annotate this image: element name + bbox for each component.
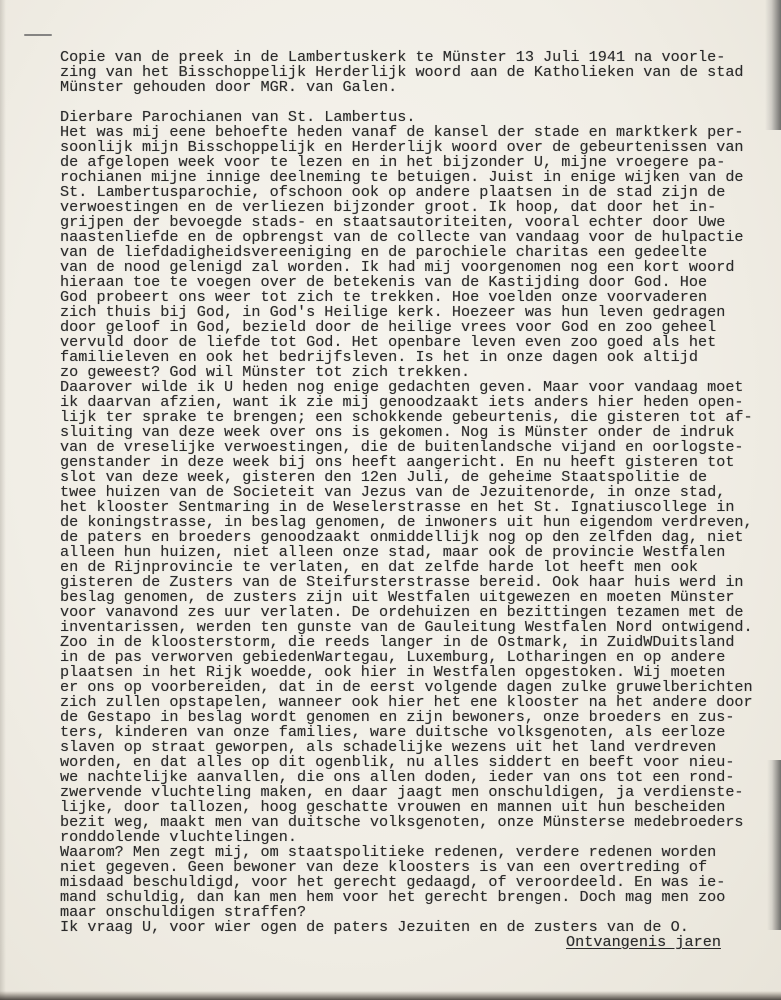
body-line: soonlijk mijn Bisschoppelijk en Herderlijk woord over de gebeurtenissen van — [60, 138, 744, 156]
body-line: St. Lambertusparochie, ofschoon ook op andere plaatsen in de stad zijn de — [60, 183, 726, 201]
body-line: voor vanavond zes uur verlaten. De ordehuizen en bezittingen tezamen met de — [60, 603, 744, 621]
body-line: Waarom? Men zegt mij, om staatspolitieke redenen, verdere redenen worden — [60, 843, 717, 861]
body-line: worden, en dat alles op dit ogenblik, nu alles siddert en beeft voor nieu- — [60, 753, 735, 771]
body-line: zich thuis bij God, in God's Heilige kerk. Hoezeer was hun leven gedragen — [60, 303, 726, 321]
body-line: door geloof in God, bezield door de heilige vrees voor God en zoo geheel — [60, 318, 717, 336]
body-line: de paters en broeders genoodzaakt onmiddellijk nog op den zelfden dag, niet — [60, 528, 744, 546]
pen-mark — [24, 34, 52, 36]
body-line: hieraan toe te voegen over de betekenis van de Kastijding door God. Hoe — [60, 273, 708, 291]
body-line: God probeert ons weer tot zich te trekken. Hoe voelden onze voorvaderen — [60, 288, 708, 306]
body-line: verwoestingen en de verliezen bijzonder groot. Ik hoop, dat door het in- — [60, 198, 717, 216]
body-line: en de Rijnprovincie te verlaten, en dat zelfde harde lot heeft men ook — [60, 558, 698, 576]
body-line: inventarissen, werden ten gunste van de Gauleitung Westfalen Nord ontwigend. — [60, 618, 753, 636]
body-line: de afgelopen week voor te lezen en in het bijzonder U, mijne vroegere pa- — [60, 153, 726, 171]
paper-edge-shadow — [0, 0, 6, 1000]
closing-underlined-line: Ontvangenis jaren — [566, 933, 721, 951]
body-line: zwervende vluchteling maken, en daar jaagt men onschuldigen, ja verdienste- — [60, 783, 744, 801]
body-line: naastenliefde en de opbrengst van de collecte van vandaag voor de hulpactie — [60, 228, 744, 246]
body-line: bezit weg, maakt men van duitsche volksgenoten, onze Münsterse medebroeders — [60, 813, 744, 831]
body-line: zich zullen opstapelen, wanneer ook hier het ene klooster na het andere door — [60, 693, 753, 711]
body-line: lijke, door tallozen, hoog geschatte vrouwen en mannen uit hun bescheiden — [60, 798, 726, 816]
body-line: Daarover wilde ik U heden nog enige gedachten geven. Maar voor vandaag moet — [60, 378, 744, 396]
body-line: familieleven en ook het bedrijfsleven. Is het in onze dagen ook altijd — [60, 348, 698, 366]
typewritten-text — [60, 50, 770, 950]
body-line: van de liefdadigheidsvereeniging en de parochiele charitas een gedeelte — [60, 243, 708, 261]
header-line: Copie van de preek in de Lambertuskerk te Münster 13 Juli 1941 na voorle- — [60, 48, 726, 66]
body-line: van de nood gelenigd zal worden. Ik had mij voorgenomen nog een kort woord — [60, 258, 735, 276]
body-line: mand schuldig, dan kan men hem voor het gerecht brengen. Doch mag men zoo — [60, 888, 726, 906]
body-line: Het was mij eene behoefte heden vanaf de kansel der stade en marktkerk per- — [60, 123, 744, 141]
body-line: plaatsen in het Rijk woedde, ook hier in Westfalen opgestoken. Wij moeten — [60, 663, 726, 681]
body-line: het klooster Sentmaring in de Weselerstrasse en het St. Ignatiuscollege in — [60, 498, 735, 516]
body-line: in de pas verworven gebiedenWartegau, Luxemburg, Lotharingen en op andere — [60, 648, 726, 666]
body-line: Zoo in de kloosterstorm, die reeds langer in de Ostmark, in ZuidWDuitsland — [60, 633, 735, 651]
body-line: rochianen mijne innige deelneming te betuigen. Juist in enige wijken van de — [60, 168, 744, 186]
paper-edge-bottom — [0, 991, 781, 1000]
body-line: we nachtelijke aanvallen, die ons allen doden, ieder van ons tot een rond- — [60, 768, 735, 786]
body-line: ronddolende vluchtelingen. — [60, 828, 297, 846]
header-line: zing van het Bisschoppelijk Herderlijk woord aan de Katholieken van de stad — [60, 63, 744, 81]
body-line: maar onschuldigen straffen? — [60, 903, 307, 921]
body-line: vervuld door de liefde tot God. Het openbare leven even zoo goed als het — [60, 333, 717, 351]
body-line: de koningstrasse, in beslag genomen, de inwoners uit hun eigendom verdreven, — [60, 513, 753, 531]
body-line: sluiting van deze week over ons is gekomen. Nog is Münster onder de indruk — [60, 423, 735, 441]
body-line: Ik vraag U, voor wier ogen de paters Jezuiten en de zusters van de O. — [60, 918, 689, 936]
body-line: misdaad beschuldigd, voor het gerecht gedaagd, of veroordeeld. En was ie- — [60, 873, 726, 891]
body-line: de Gestapo in beslag wordt genomen en zijn bewoners, onze broeders en zus- — [60, 708, 735, 726]
salutation: Dierbare Parochianen van St. Lambertus. — [60, 108, 416, 126]
header-line: Münster gehouden door MGR. van Galen. — [60, 78, 398, 96]
body-line: er ons op voorbereiden, dat in de eerst volgende dagen zulke gruwelberichten — [60, 678, 753, 696]
body-line: slaven op straat geworpen, als schadelijke wezens uit het land verdreven — [60, 738, 717, 756]
body-line: beslag genomen, de zusters zijn uit Westfalen uitgewezen en moeten Münster — [60, 588, 735, 606]
body-line: van de vreselijke verwoestingen, die de buitenlandsche vijand en oorlogste- — [60, 438, 744, 456]
body-line: grijpen der bevoegde stads- en staatsautoriteiten, vooral echter door Uwe — [60, 213, 726, 231]
body-line: twee huizen van de Societeit van Jezus van de Jezuitenorde, in onze stad, — [60, 483, 726, 501]
body-line: lijk ter sprake te brengen; een schokkende gebeurtenis, die gisteren tot af- — [60, 408, 753, 426]
body-line: genstander in deze week bij ons heeft aangericht. En nu heeft gisteren tot — [60, 453, 735, 471]
body-line: slot van deze week, gisteren den 12en Juli, de geheime Staatspolitie de — [60, 468, 708, 486]
body-line: ters, kinderen van onze families, ware duitsche volksgenoten, als eerloze — [60, 723, 726, 741]
body-line: zo geweest? God wil Münster tot zich trekken. — [60, 363, 471, 381]
body-line: alleen hun huizen, niet alleen onze stad, maar ook de provincie Westfalen — [60, 543, 726, 561]
body-line: gisteren de Zusters van de Steifursterstrasse bereid. Ook haar huis werd in — [60, 573, 744, 591]
body-line: niet gegeven. Geen bewoner van deze kloosters is van een overtreding of — [60, 858, 708, 876]
body-line: ik daarvan afzien, want ik zie mij genoodzaakt iets anders hier heden open- — [60, 393, 744, 411]
